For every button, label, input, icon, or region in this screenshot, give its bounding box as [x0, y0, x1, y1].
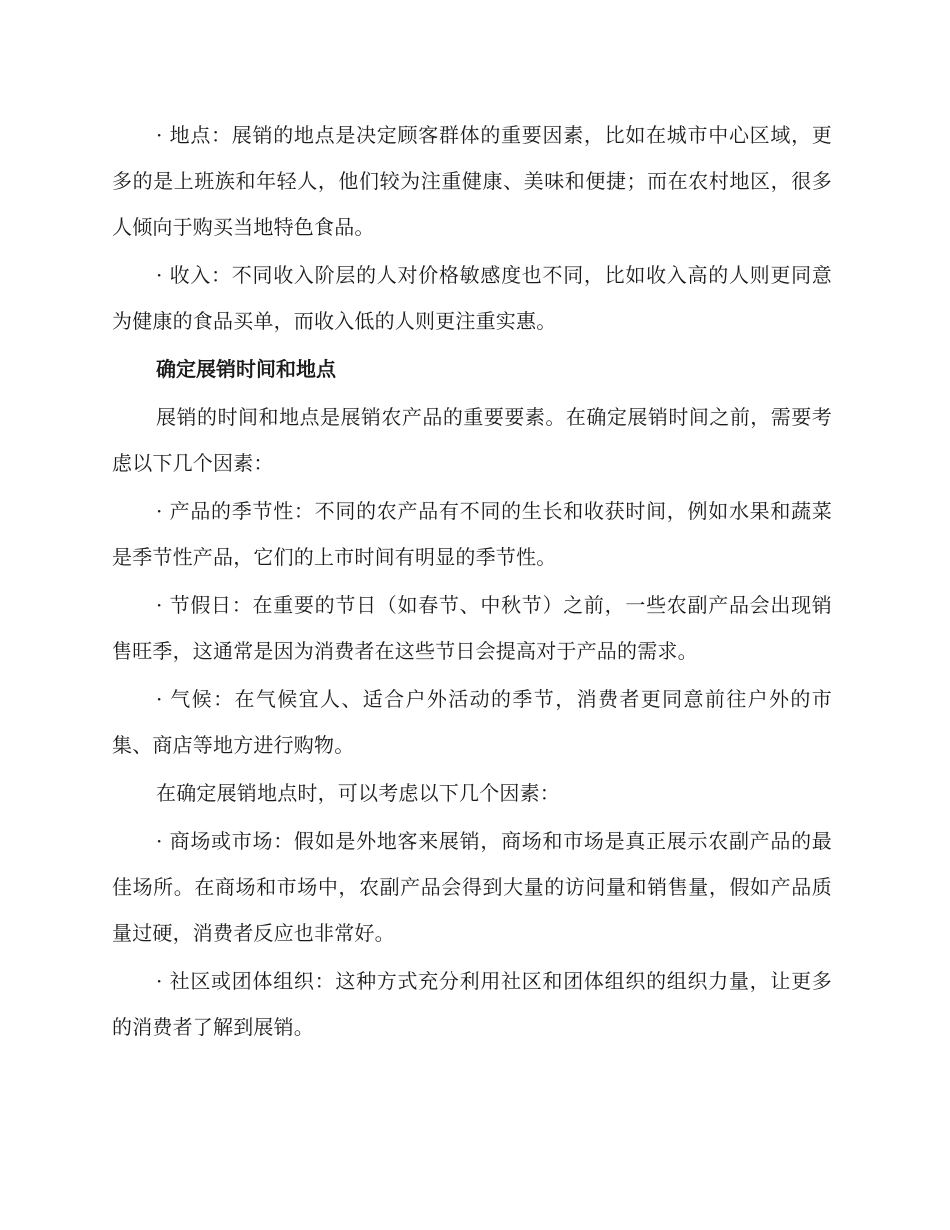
intro-paragraph-time: 展销的时间和地点是展销农产品的重要要素。在确定展销时间之前，需要考虑以下几个因素： [112, 405, 832, 475]
bullet-holidays: · 节假日：在重要的节日（如春节、中秋节）之前，一些农副产品会出现销售旺季，这通常是因为消费者在这些节日会提高对于产品的需求。 [112, 593, 832, 663]
bullet-climate: · 气候：在气候宜人、适合户外活动的季节，消费者更同意前往户外的市集、商店等地方进行购物。 [112, 687, 832, 757]
bullet-mall-market: · 商场或市场：假如是外地客来展销，商场和市场是真正展示农副产品的最佳场所。在商场和市场中，农副产品会得到大量的访问量和销售量，假如产品质量过硬，消费者反应也非常好。 [112, 829, 832, 945]
bullet-location: · 地点：展销的地点是决定顾客群体的重要因素，比如在城市中心区域，更多的是上班族和年轻人，他们较为注重健康、美味和便捷；而在农村地区，很多人倾向于购买当地特色食品。 [112, 123, 832, 239]
section-heading: 确定展销时间和地点 [156, 357, 336, 381]
bullet-seasonality: · 产品的季节性：不同的农产品有不同的生长和收获时间，例如水果和蔬菜是季节性产品，它们的上市时间有明显的季节性。 [112, 499, 832, 569]
bullet-community: · 社区或团体组织：这种方式充分利用社区和团体组织的组织力量，让更多的消费者了解到展销。 [112, 969, 832, 1039]
bullet-income: · 收入：不同收入阶层的人对价格敏感度也不同，比如收入高的人则更同意为健康的食品买单，而收入低的人则更注重实惠。 [112, 263, 832, 333]
intro-paragraph-location: 在确定展销地点时，可以考虑以下几个因素： [156, 781, 560, 805]
document-body [112, 112, 832, 1052]
